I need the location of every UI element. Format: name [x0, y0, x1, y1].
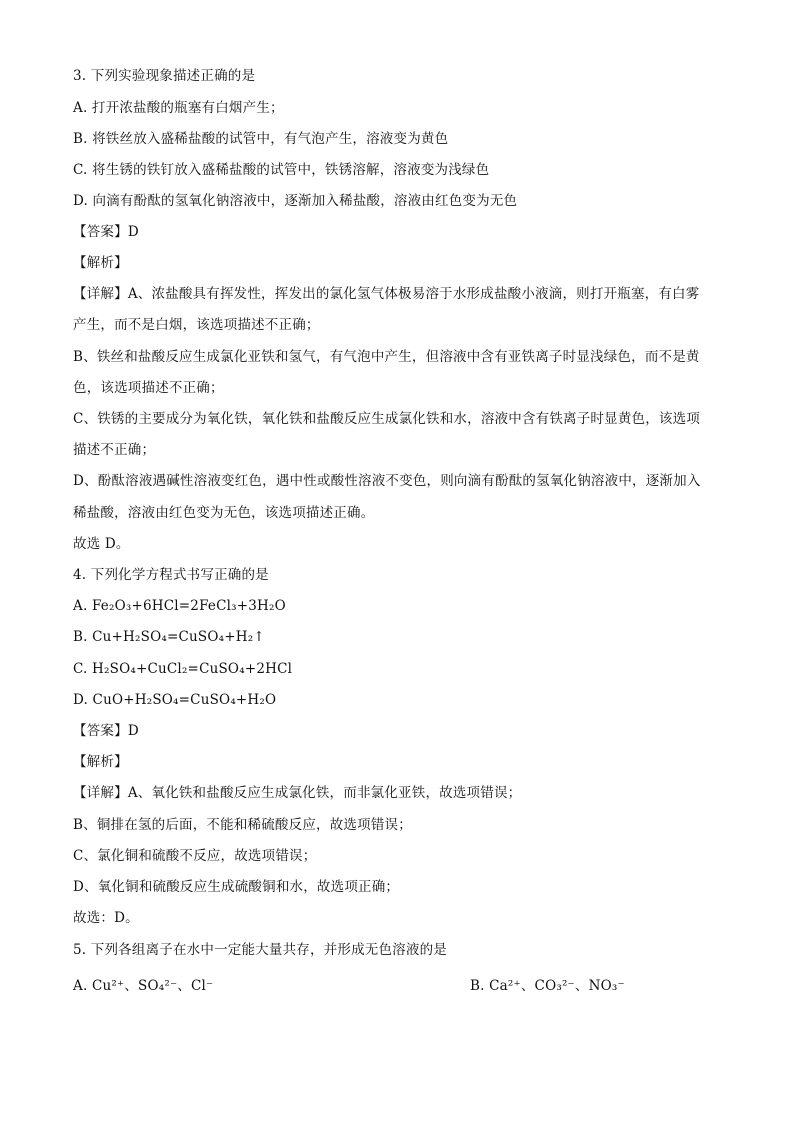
q3-conclusion: 故选 D。	[73, 536, 130, 552]
q3-answer	[73, 222, 721, 242]
ion-list: Cu²⁺、SO₄²⁻、Cl⁻	[91, 978, 214, 994]
q3-option-a: A. 打开浓盐酸的瓶塞有白烟产生；	[73, 100, 284, 116]
q3-detail-line: B、铁丝和盐酸反应生成氯化亚铁和氢气，有气泡中产生，但溶液中含有亚铁离子时显浅绿色，而不是黄	[73, 349, 700, 365]
q3-detail-line: C、铁锈的主要成分为氧化铁，氧化铁和盐酸反应生成氯化铁和水，溶液中含有铁离子时显黄色，该选项	[73, 411, 701, 427]
answer-value: D	[127, 723, 139, 739]
q5-option-a	[73, 978, 213, 994]
q4-conclusion: 故选：D。	[73, 910, 139, 926]
answer-tag: 【答案】	[73, 224, 128, 240]
q3-analysis-tag: 【解析】	[73, 255, 128, 271]
q5-options-row	[73, 976, 721, 996]
chemical-equation: H₂SO₄+CuCl₂=CuSO₄+2HCl	[92, 661, 293, 677]
detail-tag: 【详解】	[73, 785, 128, 801]
q5-stem: 5. 下列各组离子在水中一定能大量共存，并形成无色溶液的是	[73, 942, 447, 958]
ion-list: Ca²⁺、CO₃²⁻、NO₃⁻	[489, 978, 625, 994]
q4-detail-line: C、氯化铜和硫酸不反应，故选项错误；	[73, 848, 317, 864]
q4-option-b	[73, 627, 721, 647]
answer-tag: 【答案】	[73, 723, 128, 739]
q3-stem: 3. 下列实验现象描述正确的是	[73, 68, 256, 84]
chemical-equation: Cu+H₂SO₄=CuSO₄+H₂↑	[92, 629, 265, 645]
detail-text: A、浓盐酸具有挥发性，挥发出的氯化氢气体极易溶于水形成盐酸小液滴，则打开瓶塞，有白雾	[127, 286, 700, 302]
detail-text: A、氧化铁和盐酸反应生成氯化铁，而非氯化亚铁，故选项错误；	[127, 785, 522, 801]
q4-detail-line: D、氧化铜和硫酸反应生成硫酸铜和水，故选项正确；	[73, 879, 400, 895]
q4-option-d	[73, 690, 721, 710]
q3-detail-line	[73, 284, 721, 304]
q5-option-b	[470, 976, 625, 996]
option-label: A.	[73, 598, 88, 614]
q4-analysis-tag: 【解析】	[73, 754, 128, 770]
answer-value: D	[127, 224, 139, 240]
q3-option-d: D. 向滴有酚酞的氢氧化钠溶液中，逐渐加入稀盐酸，溶液由红色变为无色	[73, 193, 518, 209]
option-label: B.	[73, 629, 88, 645]
chemical-equation: Fe₂O₃+6HCl=2FeCl₃+3H₂O	[91, 598, 286, 614]
q3-detail-line: 稀盐酸，溶液由红色变为无色，该选项描述正确。	[73, 505, 375, 521]
option-label: A.	[73, 978, 88, 994]
option-label: C.	[73, 661, 88, 677]
q3-option-b: B. 将铁丝放入盛稀盐酸的试管中，有气泡产生，溶液变为黄色	[73, 131, 449, 147]
q4-answer	[73, 721, 721, 741]
q3-option-c: C. 将生锈的铁钉放入盛稀盐酸的试管中，铁锈溶解，溶液变为浅绿色	[73, 162, 490, 178]
q4-stem: 4. 下列化学方程式书写正确的是	[73, 567, 269, 583]
chemical-equation: CuO+H₂SO₄=CuSO₄+H₂O	[92, 692, 277, 708]
q3-detail-line: 描述不正确；	[73, 442, 156, 458]
option-label: D.	[73, 692, 89, 708]
q3-detail-line: D、酚酞溶液遇碱性溶液变红色，遇中性或酸性溶液不变色，则向滴有酚酞的氢氧化钠溶液中，逐渐加入	[73, 473, 701, 489]
q3-detail-line: 产生，而不是白烟，该选项描述不正确；	[73, 317, 320, 333]
detail-tag: 【详解】	[73, 286, 128, 302]
q3-detail-line: 色，该选项描述不正确；	[73, 380, 224, 396]
q4-detail-line: B、铜排在氢的后面，不能和稀硫酸反应，故选项错误；	[73, 817, 412, 833]
q4-detail-line	[73, 783, 721, 803]
option-label: B.	[470, 978, 485, 994]
q4-option-a	[73, 596, 721, 616]
q4-option-c	[73, 659, 721, 679]
